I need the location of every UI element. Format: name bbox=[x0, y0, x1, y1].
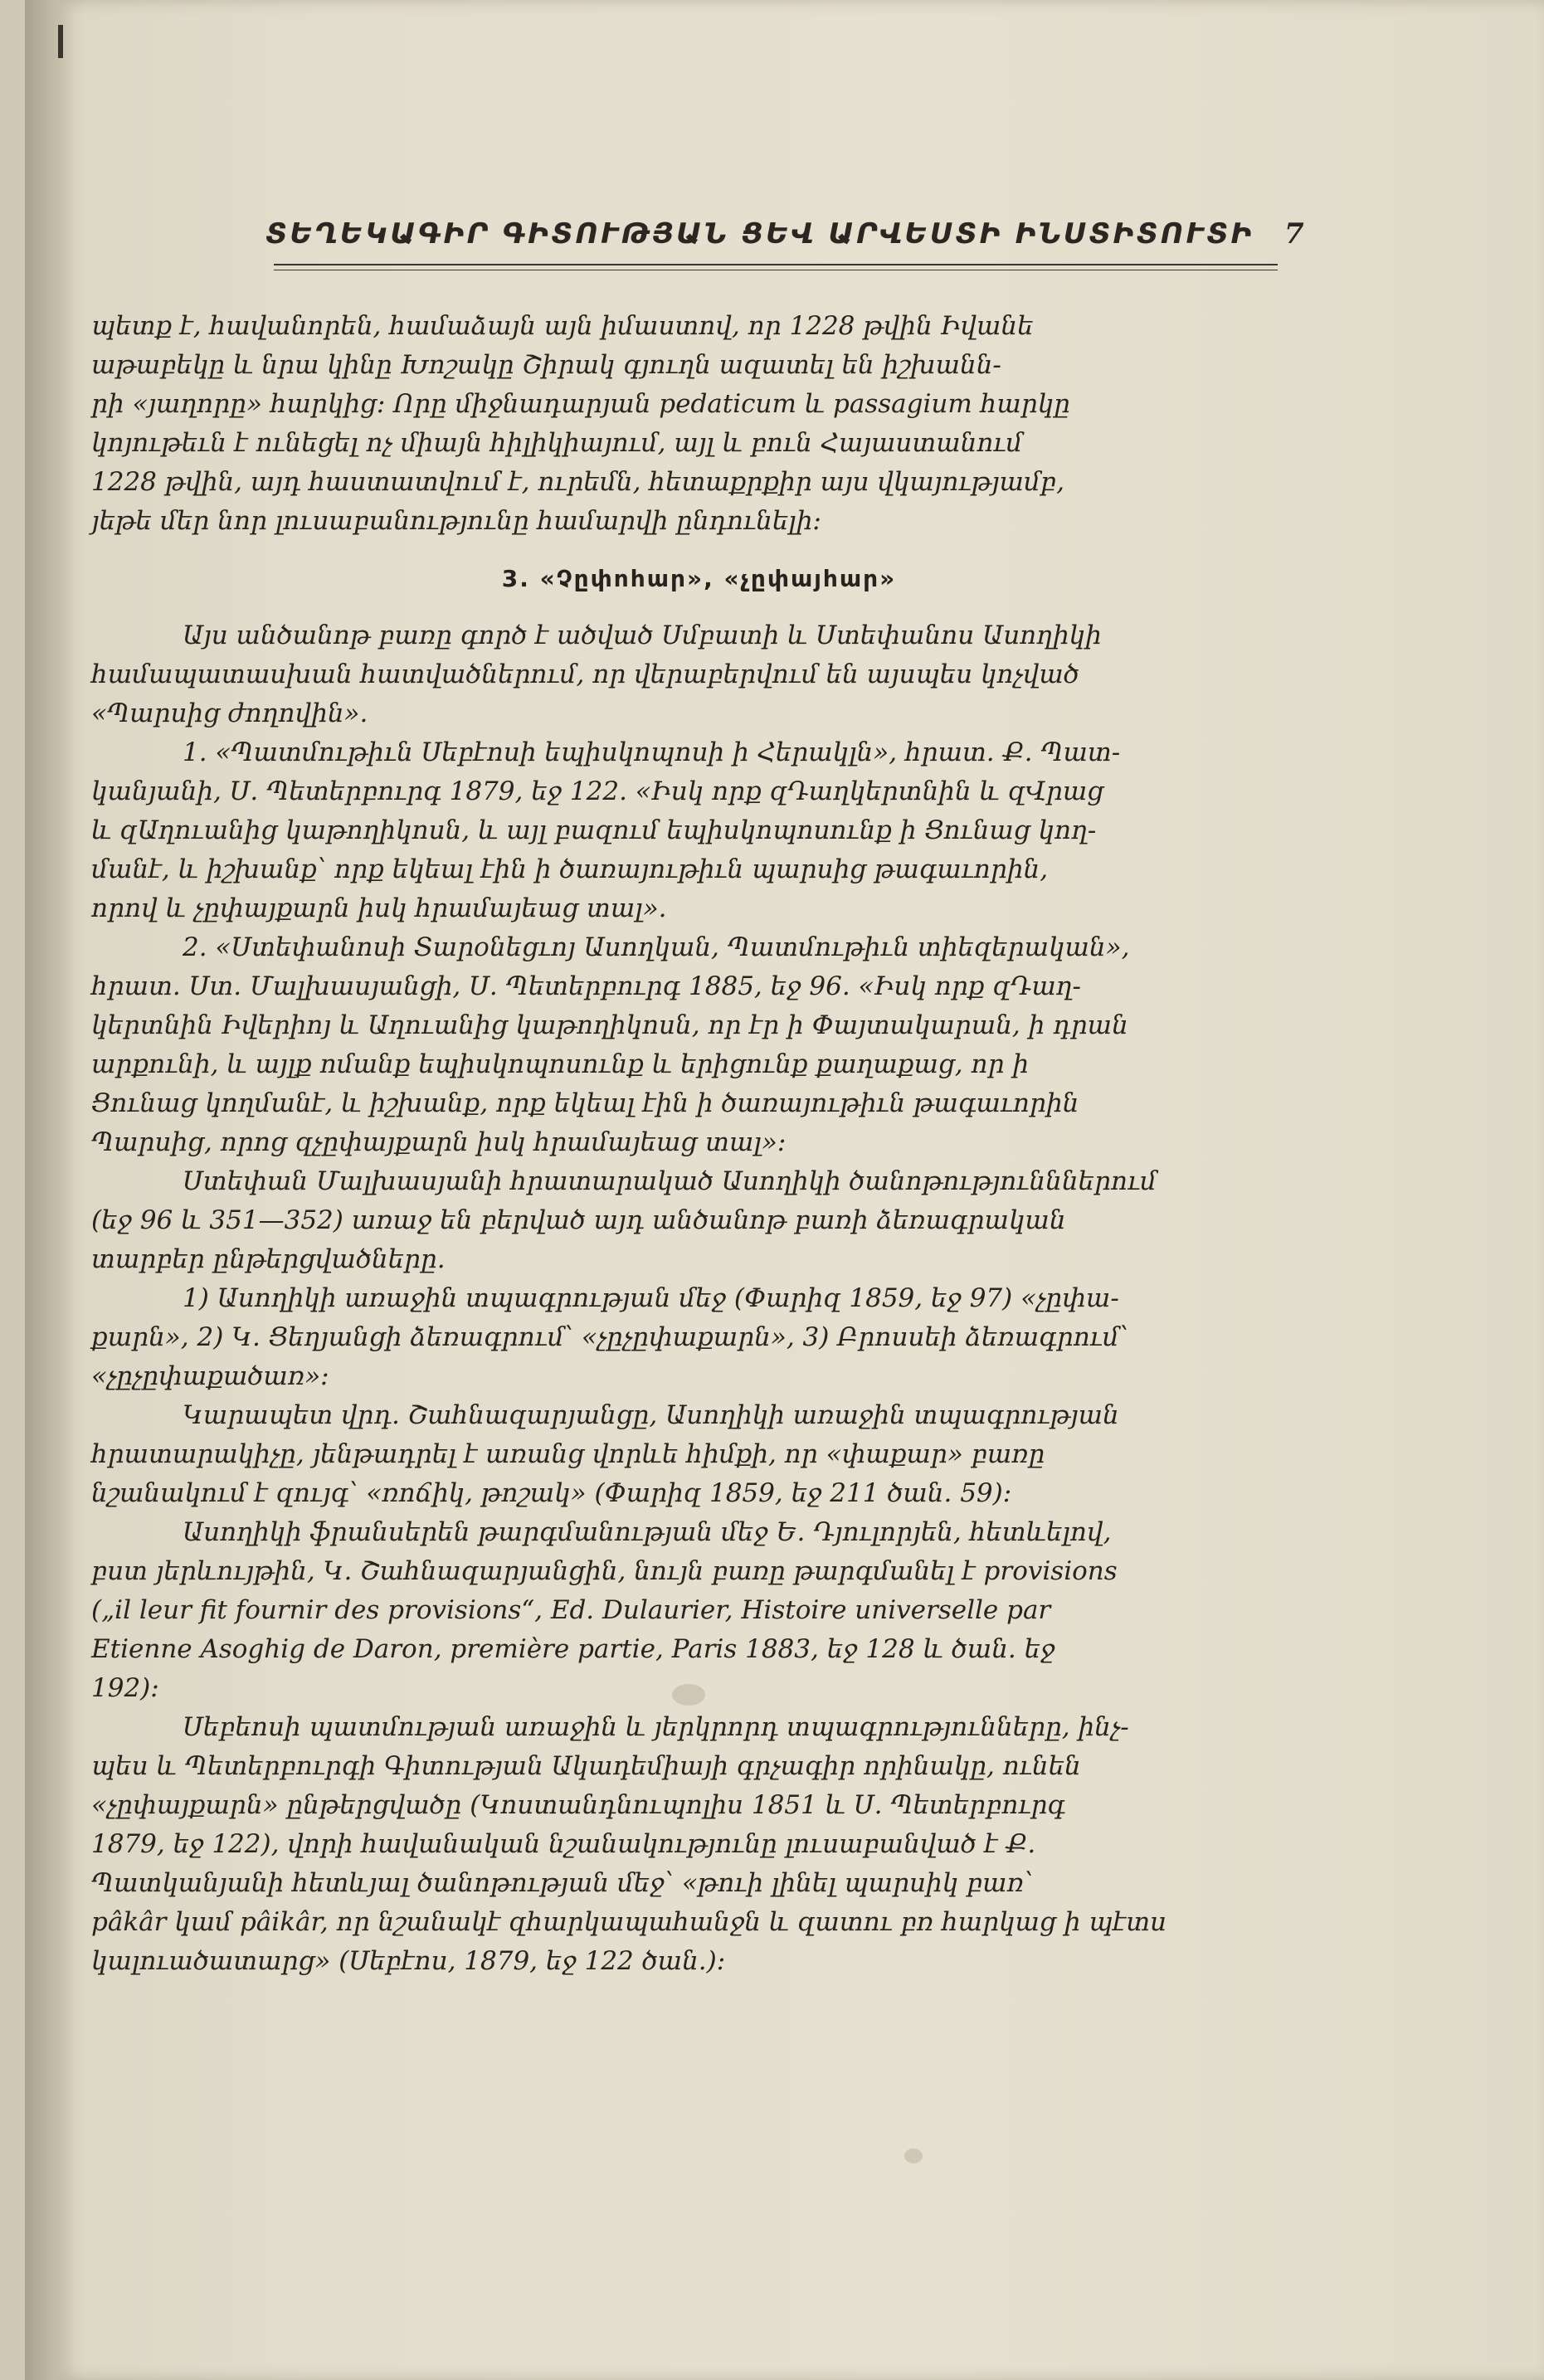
text-line: համապատասխան հատվածներում, որ վերաբերվում են այսպես կոչված bbox=[91, 659, 1079, 689]
paragraph-5 bbox=[91, 1162, 1307, 1279]
paragraph-1 bbox=[91, 307, 1307, 541]
text-line: 1) Ասողիկի առաջին տպագրության մեջ (Փարիզ 1859, եջ 97) «չըփա- bbox=[183, 1283, 1119, 1313]
text-line: Etienne Asoghig de Daron, première partie, Paris 1883, եջ 128 և ծան. եջ bbox=[91, 1634, 1055, 1664]
paragraph-2 bbox=[91, 616, 1307, 733]
paragraph-8 bbox=[91, 1513, 1307, 1708]
paragraph-7 bbox=[91, 1396, 1307, 1513]
text-line: կալուածատարց» (Սեբէոս, 1879, եջ 122 ծան.)։ bbox=[91, 1946, 726, 1976]
text-line: «չըփայքարն» ընթերցվածը (Կոստանդնուպոլիս 1851 և Ս. Պետերբուրգ bbox=[91, 1790, 1065, 1820]
text-line: կանյանի, Ս. Պետերբուրգ 1879, եջ 122. «Իսկ որք զԴաղկերտնին և զՎրաց bbox=[91, 776, 1104, 806]
text-line: Ստեփան Մալխասյանի հրատարակած Ասողիկի ծանոթությունններում bbox=[183, 1166, 1157, 1196]
text-line: կոյութեւն է ունեցել ոչ միայն հիլիկիայում, այլ և բուն Հայաստանում bbox=[91, 428, 1023, 458]
header-rule-top bbox=[274, 264, 1278, 265]
section-title: 3. «Չըփոհար», «չըփայհար» bbox=[501, 565, 897, 592]
text-line: պես և Պետերբուրգի Գիտության Ակադեմիայի գրչագիր որինակը, ունեն bbox=[91, 1751, 1081, 1781]
text-line: pâkâr կամ pâikâr, որ նշանակէ զհարկապահանջն և զատու բռ հարկաց ի պէտս bbox=[91, 1907, 1167, 1937]
text-line: բստ յերևույթին, Կ. Շահնազարյանցին, նույն բառը թարգմանել է provisions bbox=[91, 1556, 1118, 1586]
text-line: մանէ, և իշխանք՝ որք եկեալ էին ի ծառայութիւն պարսից թագաւորին, bbox=[91, 854, 1049, 884]
text-line: արքունի, և այլք ոմանք եպիսկոպոսունք և երիցունք քաղաքաց, որ ի bbox=[91, 1049, 1030, 1079]
text-line: 2. «Ստեփանոսի Տարօնեցւոյ Ասողկան, Պատմութիւն տիեզերական», bbox=[183, 932, 1130, 962]
text-line: աթաբեկը և նրա կինը Խոշակը Շիրակ գյուղն ազատել են իշխանն- bbox=[91, 350, 1001, 380]
text-line: Պարսից, որոց զչըփայքարն իսկ հրամայեաց տալ»։ bbox=[91, 1127, 787, 1157]
text-line: կերտնին Իվերիոյ և Աղուանից կաթողիկոսն, որ էր ի Փայտակարան, ի դրան bbox=[91, 1010, 1128, 1040]
text-line: 1879, եջ 122), վորի հավանական նշանակությունը լուսաբանված է Ք. bbox=[91, 1829, 1036, 1859]
text-line: հրատ. Ստ. Մալխասյանցի, Ս. Պետերբուրգ 1885, եջ 96. «Իսկ որք զԴաղ- bbox=[91, 971, 1081, 1001]
text-line: տարբեր ընթերցվածները. bbox=[91, 1244, 446, 1274]
text-line: հրատարակիչը, յենթադրել է առանց վորևե հիմքի, որ «փաքար» բառը bbox=[91, 1439, 1045, 1469]
text-line: 192)։ bbox=[91, 1673, 159, 1703]
text-line: «Պարսից ժողովին». bbox=[91, 698, 368, 728]
text-line: („il leur fit fournir des provisions“, Ed. Dulaurier, Histoire universelle par bbox=[91, 1595, 1051, 1625]
paragraph-3 bbox=[91, 733, 1307, 928]
text-line: և զԱղուանից կաթողիկոսն, և այլ բազում եպիսկոպոսունք ի Ցունաց կող- bbox=[91, 815, 1097, 845]
page-number: 7 bbox=[1284, 217, 1304, 251]
paragraph-4 bbox=[91, 928, 1307, 1162]
margin-mark bbox=[58, 25, 63, 58]
text-line: յեթե մեր նոր լուսաբանությունը համարվի ընդունելի։ bbox=[91, 506, 821, 536]
paper-stain bbox=[904, 2149, 923, 2163]
text-line: րի «յաղորը» հարկից։ Որը միջնադարյան pedaticum և passagium հարկը bbox=[91, 389, 1070, 419]
text-line: Ցունաց կողմանէ, և իշխանք, որք եկեալ էին ի ծառայութիւն թագաւորին bbox=[91, 1088, 1079, 1118]
paragraph-9 bbox=[91, 1708, 1307, 1981]
text-line: պետք է, հավանորեն, համաձայն այն իմաստով, որ 1228 թվին Իվանե bbox=[91, 311, 1034, 341]
running-head: ՏԵՂԵԿԱԳԻՐ ԳԻՏՈՒԹՅԱՆ ՑԵՎ ԱՐՎԵՍՏԻ ԻՆՍՏԻՏՈՒՏԻ bbox=[265, 217, 1254, 251]
body-text bbox=[91, 307, 1307, 1981]
text-line: քարն», 2) Կ. Ցեղյանցի ձեռագրում՝ «չըչըփաքարն», 3) Բրոսսեի ձեռագրում՝ bbox=[91, 1322, 1129, 1352]
text-line: 1. «Պատմութիւն Սեբէոսի եպիսկոպոսի ի Հերակլն», հրատ. Ք. Պատ- bbox=[183, 737, 1121, 767]
paragraph-6 bbox=[91, 1279, 1307, 1396]
page-header bbox=[265, 217, 1304, 257]
text-line: Ասողիկի ֆրանսերեն թարգմանության մեջ Ե. Դյուլորյեն, հետևելով, bbox=[183, 1517, 1112, 1547]
page-binding-shadow bbox=[25, 0, 75, 2380]
text-line: Սեբեոսի պատմության առաջին և յերկրորդ տպագրությունները, ինչ- bbox=[183, 1712, 1129, 1742]
text-line: «չըչըփաքածառ»։ bbox=[91, 1361, 329, 1391]
text-line: 1228 թվին, այդ հաստատվում է, ուրեմն, հետաքրքիր այս վկայությամբ, bbox=[91, 467, 1064, 497]
text-line: (եջ 96 և 351—352) առաջ են բերված այդ անծանոթ բառի ձեռագրական bbox=[91, 1205, 1066, 1235]
text-line: որով և չըփայքարն իսկ հրամայեաց տալ». bbox=[91, 893, 667, 923]
text-line: Պատկանյանի հետևյալ ծանոթության մեջ՝ «թուի լինել պարսիկ բառ՝ bbox=[91, 1868, 1034, 1898]
text-line: Այս անծանոթ բառը գործ է ածված Սմբատի և Ստեփանոս Ասողիկի bbox=[183, 621, 1102, 650]
text-line: Կարապետ վրդ. Շահնազարյանցը, Ասողիկի առաջին տպագրության bbox=[183, 1400, 1119, 1430]
text-line: նշանակում է զույգ՝ «ռոճիկ, թոշակ» (Փարիզ 1859, եջ 211 ծան. 59)։ bbox=[91, 1478, 1012, 1508]
